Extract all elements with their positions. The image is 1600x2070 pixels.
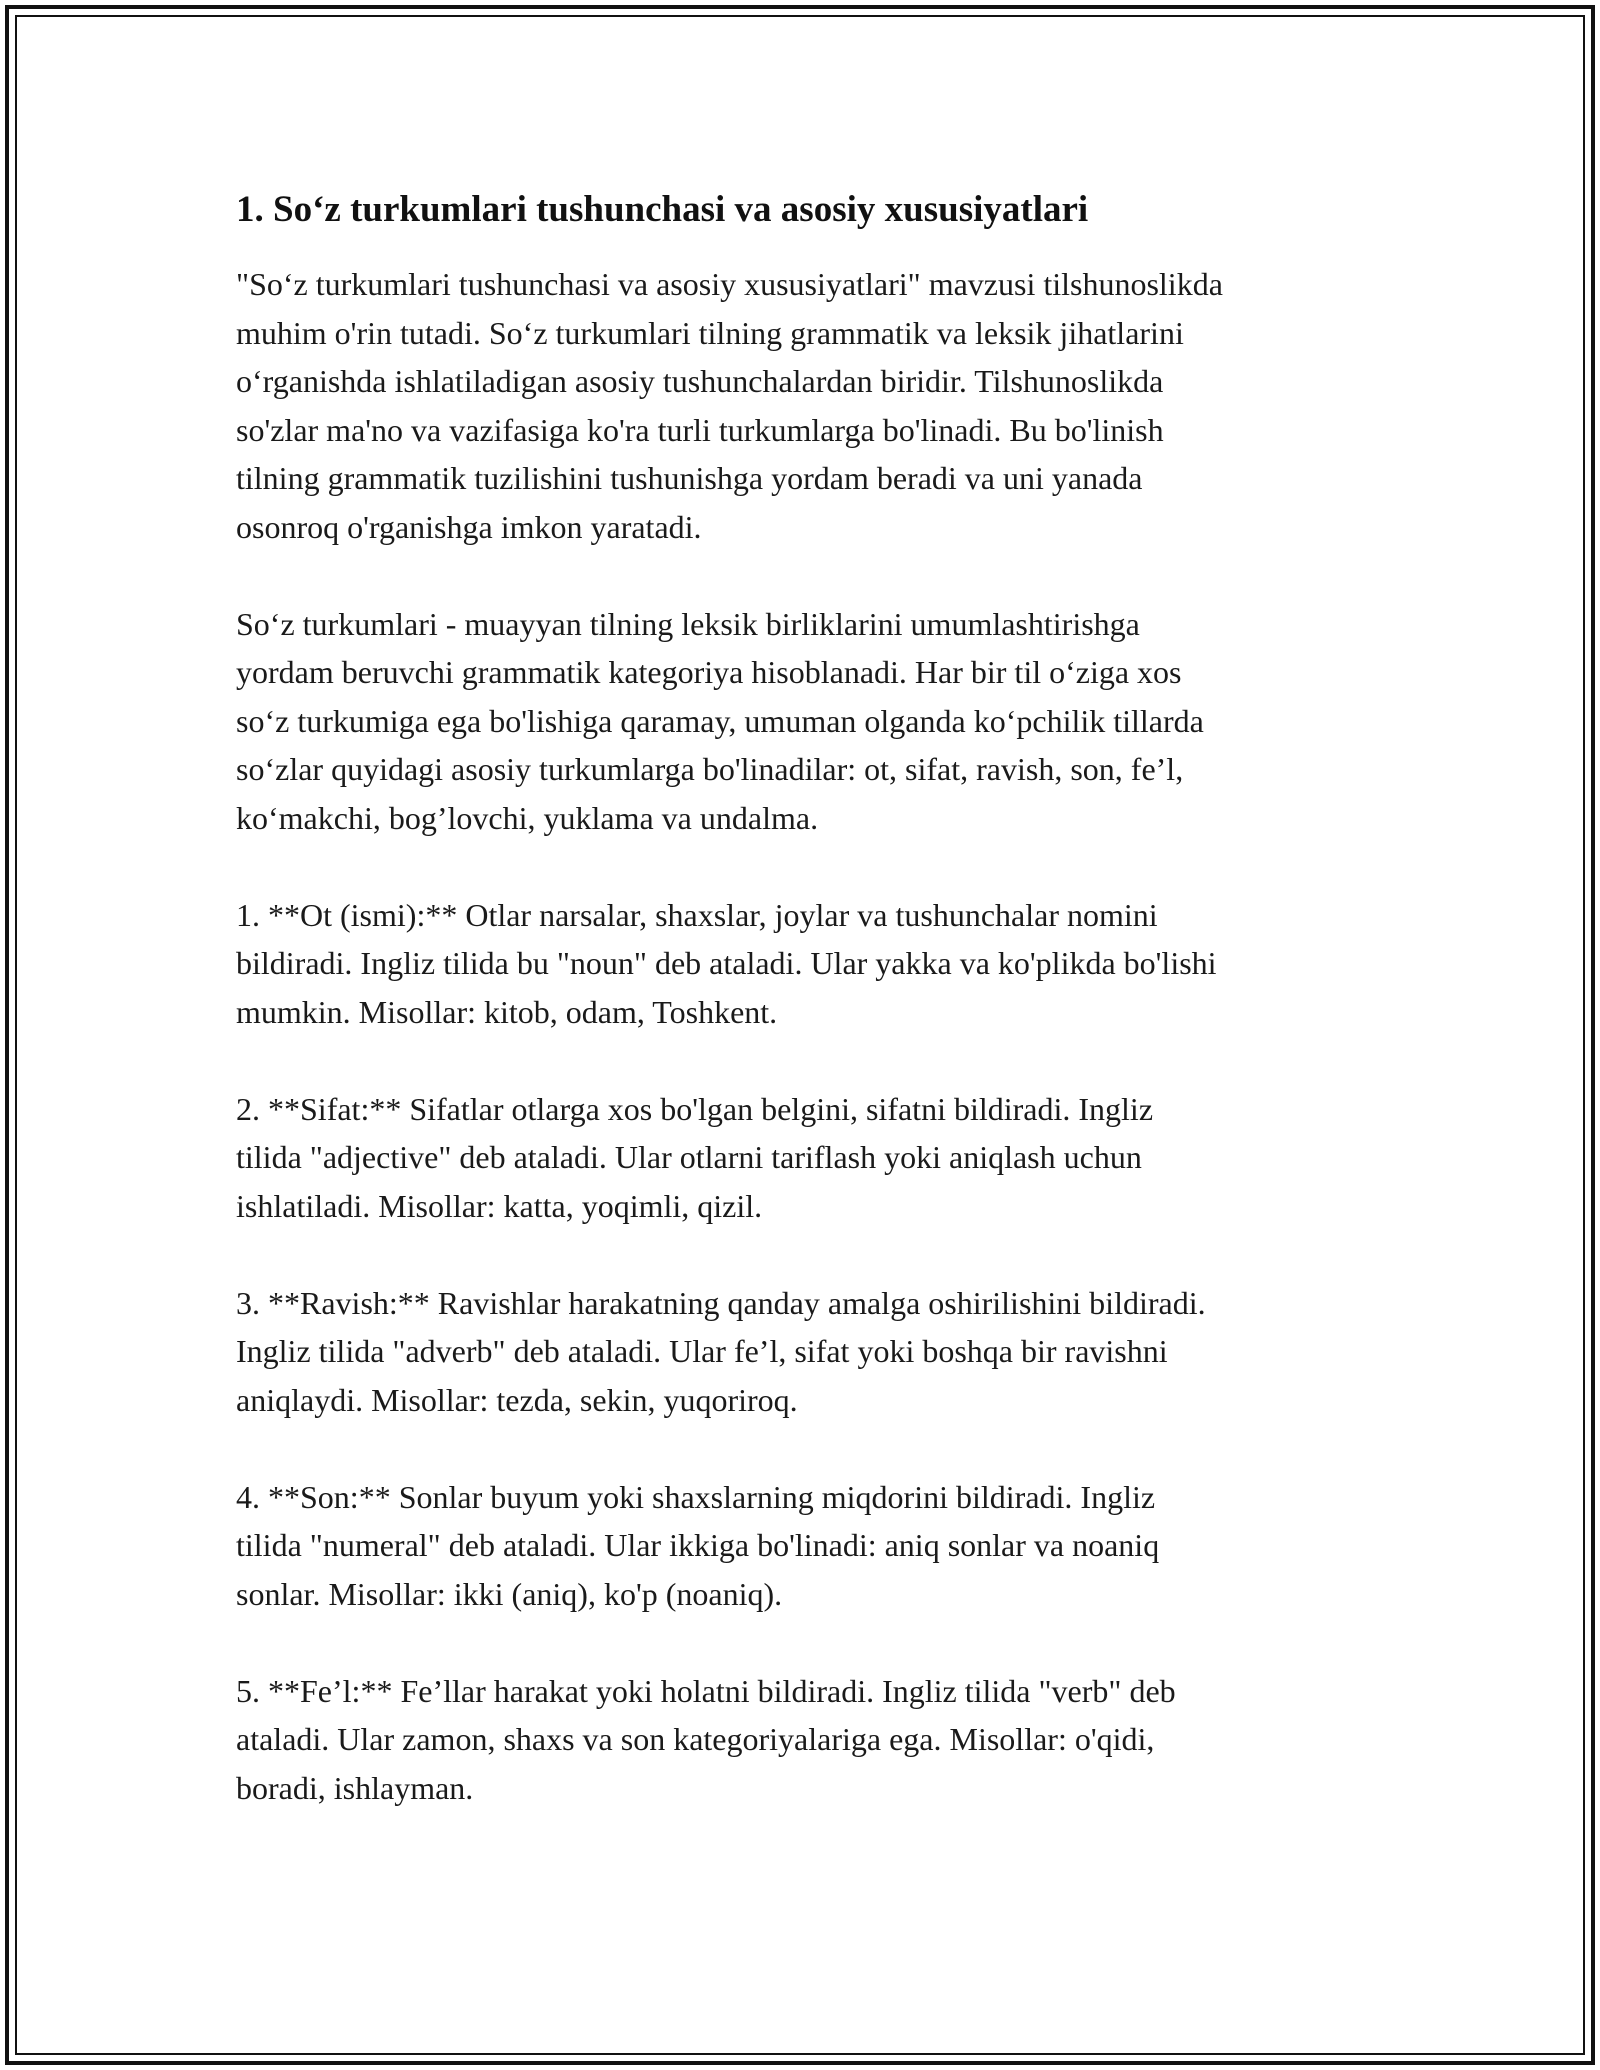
list-item-fel: 5. **Fe’l:** Fe’llar harakat yoki holatni bildiradi. Ingliz tilida "verb" deb ataladi. Ular zamon, shaxs va son kategoriyalariga ega. Misollar: o'qidi, boradi, ishlayman. — [236, 1672, 1176, 1806]
list-item-sifat: 2. **Sifat:** Sifatlar otlarga xos bo'lgan belgini, sifatni bildiradi. Ingliz tilida "adjective" deb ataladi. Ular otlarni tariflash yoki aniqlash uchun ishlatiladi. Misollar: katta, yoqimli, qizil. — [236, 1090, 1154, 1224]
document-body — [236, 186, 1371, 1861]
section-heading: 1. So‘z turkumlari tushunchasi va asosiy xususiyatlari — [236, 189, 1089, 230]
intro-paragraph: "So‘z turkumlari tushunchasi va asosiy xususiyatlari" mavzusi tilshunoslikda muhim o'rin tutadi. So‘z turkumlari tilning grammatik va leksik jihatlarini o‘rganishda ishlatiladigan asosiy tushunchalardan biridir. Tilshunoslikda so'zlar ma'no va vazifasiga ko'ra turli turkumlarga bo'linadi. Bu bo'linish tilning grammatik tuzilishini tushunishga yordam beradi va uni yanada osonroq o'rganishga imkon yaratadi. — [236, 266, 1223, 545]
list-item-ot: 1. **Ot (ismi):** Otlar narsalar, shaxslar, joylar va tushunchalar nomini bildiradi. Ingliz tilida bu "noun" deb ataladi. Ular yakka va ko'plikda bo'lishi mumkin. Misollar: kitob, odam, Toshkent. — [236, 896, 1217, 1030]
definition-paragraph: So‘z turkumlari - muayyan tilning leksik birliklarini umumlashtirishga yordam beruvchi grammatik kategoriya hisoblanadi. Har bir til o‘ziga xos so‘z turkumiga ega bo'lishiga qaramay, umuman olganda ko‘pchilik tillarda so‘zlar quyidagi asosiy turkumlarga bo'linadilar: ot, sifat, ravish, son, fe’l, ko‘makchi, bog’lovchi, yuklama va undalma. — [236, 605, 1204, 836]
list-item-son: 4. **Son:** Sonlar buyum yoki shaxslarning miqdorini bildiradi. Ingliz tilida "numeral" deb ataladi. Ular ikkiga bo'linadi: aniq sonlar va noaniq sonlar. Misollar: ikki (aniq), ko'p (noaniq). — [236, 1478, 1160, 1612]
list-item-ravish: 3. **Ravish:** Ravishlar harakatning qanday amalga oshirilishini bildiradi. Ingliz tilida "adverb" deb ataladi. Ular fe’l, sifat yoki boshqa bir ravishni aniqlaydi. Misollar: tezda, sekin, yuqoriroq. — [236, 1284, 1206, 1418]
